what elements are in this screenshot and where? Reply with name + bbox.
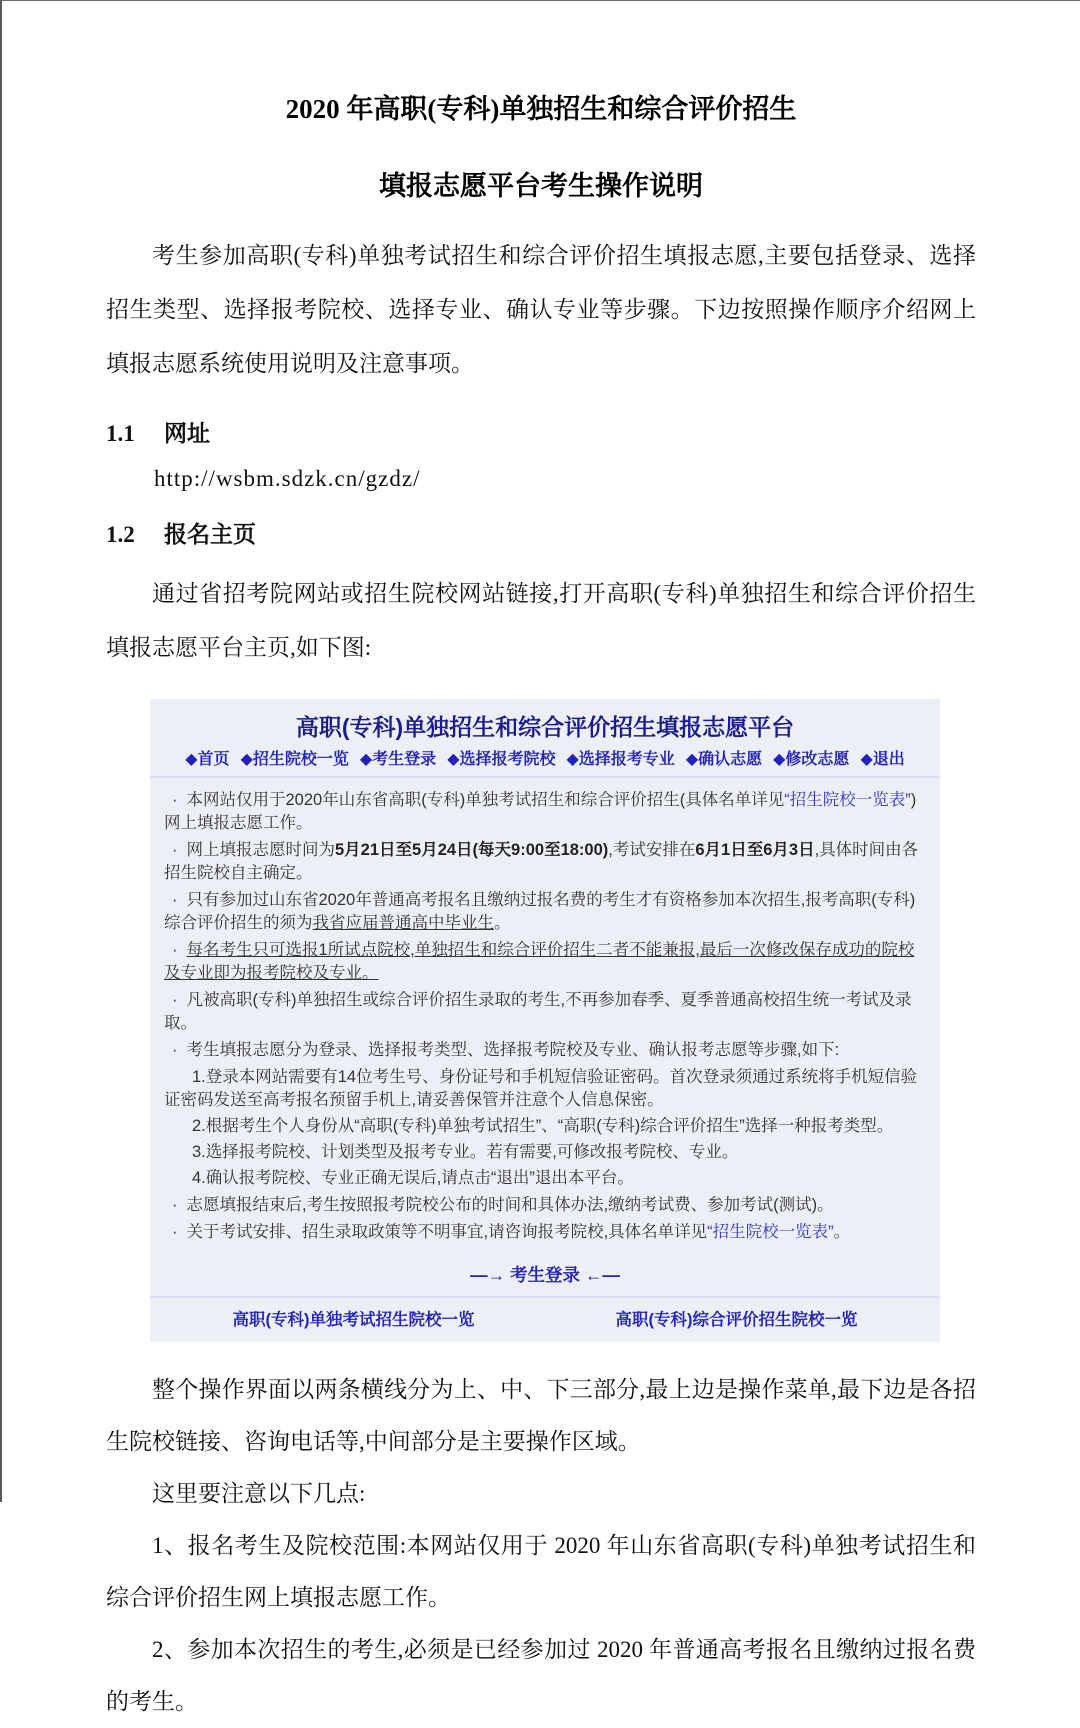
- notice-text: 我省应届普通高中毕业生: [312, 914, 494, 932]
- doc-title-line1: 2020 年高职(专科)单独招生和综合评价招生: [285, 94, 797, 124]
- notice-text: 每名考生只可选报1所试点院校,单独招生和综合评价招生二者不能兼报,最后一次修改保存成功的院校及专业即为报考院校及专业。: [164, 941, 915, 982]
- after-screenshot-paragraph-2: 这里要注意以下几点:: [152, 1481, 366, 1506]
- section-1-2-paragraph: 通过省招考院网站或招生院校网站链接,打开高职(专科)单独招生和综合评价招生填报志愿平台主页,如下图:: [106, 581, 976, 660]
- step-item: [164, 1066, 926, 1112]
- notice-bullet: [164, 1221, 926, 1244]
- section-number: 1.2: [106, 522, 135, 547]
- after-screenshot-paragraph-1: 整个操作界面以两条横线分为上、中、下三部分,最上边是操作菜单,最下边是各招生院校链接、咨询电话等,中间部分是主要操作区域。: [106, 1377, 976, 1454]
- bullet-dot: ·: [172, 1196, 178, 1214]
- note-item-1: 1、报名考生及院校范围:本网站仅用于 2020 年山东省高职(专科)单独考试招生和综合评价招生网上填报志愿工作。: [106, 1533, 976, 1610]
- notice-bullet: [164, 1039, 926, 1062]
- section-heading-1-2: [106, 516, 976, 549]
- notice-bullet: [164, 939, 926, 985]
- notice-text: 本网站仅用于2020年山东省高职(专科)单独考试招生和综合评价招生(具体名单详见: [186, 791, 785, 809]
- menu-item[interactable]: ◆修改志愿: [773, 751, 850, 768]
- notice-text: 凡被高职(专科)单独招生或综合评价招生录取的考生,不再参加春季、夏季普通高校招生统一考试及录取。: [164, 991, 912, 1032]
- menu-item[interactable]: ◆考生登录: [359, 751, 437, 768]
- notice-text: 4.确认报考院校、专业正确无误后,请点击“退出”退出本平台。: [192, 1169, 634, 1187]
- notice-bullet: [164, 1194, 926, 1217]
- notice-text: 考生填报志愿分为登录、选择报考类型、选择报考院校及专业、确认报考志愿等步骤,如下:: [186, 1041, 840, 1059]
- notice-bullet: [164, 889, 926, 935]
- notice-bullet: [164, 989, 926, 1035]
- step-item: [164, 1167, 926, 1190]
- notice-bullet: [164, 839, 926, 885]
- menu-item[interactable]: ◆退出: [860, 751, 905, 768]
- notice-text: 3.选择报考院校、计划类型及报考专业。若有需要,可修改报考院校、专业。: [192, 1143, 739, 1161]
- notice-text: 。: [833, 1223, 851, 1241]
- menu-item[interactable]: ◆确认志愿: [685, 751, 763, 768]
- bullet-dot: ·: [172, 991, 178, 1009]
- notice-text: 。: [494, 914, 511, 932]
- notice-text: 志愿填报结束后,考生按照报考院校公布的时间和具体办法,缴纳考试费、参加考试(测试)。: [186, 1196, 834, 1214]
- doc-title-line2: 填报志愿平台考生操作说明: [379, 171, 703, 201]
- platform-notice-list: [162, 778, 928, 1250]
- bullet-dot: ·: [172, 941, 178, 959]
- bullet-dot: ·: [172, 891, 178, 909]
- notice-text: 关于考试安排、招生录取政策等不明事宜,请咨询报考院校,具体名单详见: [186, 1223, 708, 1241]
- notice-text: ,具体时间由各招生院校自主确定。: [164, 841, 919, 882]
- embedded-platform-screenshot: [150, 699, 940, 1342]
- notice-bullet: [164, 789, 926, 835]
- notice-text: 1.登录本网站需要有14位考生号、身份证号和手机短信验证密码。首次登录须通过系统将手机短信验证密码发送至高考报名预留手机上,请妥善保管并注意个人信息保密。: [164, 1068, 918, 1109]
- notice-text: )网上填报志愿工作。: [164, 791, 917, 832]
- document-page: [2, 1, 1080, 1728]
- notice-text: 5月21日至5月24日(每天9:00至18:00): [335, 841, 609, 859]
- menu-item[interactable]: ◆选择报考专业: [566, 751, 675, 768]
- bullet-dot: ·: [172, 841, 178, 859]
- bullet-dot: ·: [172, 1223, 178, 1241]
- menu-item[interactable]: ◆招生院校一览: [240, 751, 349, 768]
- menu-item[interactable]: ◆选择报考院校: [447, 751, 556, 768]
- bullet-dot: ·: [172, 791, 178, 809]
- platform-url: http://wsbm.sdzk.cn/gzdz/: [154, 466, 421, 491]
- bullet-dot: ·: [172, 1041, 178, 1059]
- section-heading-1-1: [106, 415, 976, 448]
- platform-nav-menu: [162, 746, 928, 769]
- candidate-login-button[interactable]: —→ 考生登录 ←—: [470, 1265, 620, 1285]
- notice-text: 2.根据考生个人身份从“高职(专科)单独考试招生”、“高职(专科)综合评价招生”选择一种报考类型。: [192, 1117, 894, 1135]
- footer-school-list-link[interactable]: 高职(专科)单独考试招生院校一览: [232, 1311, 475, 1329]
- platform-title: 高职(专科)单独招生和综合评价招生填报志愿平台: [295, 714, 795, 740]
- notice-text: 只有参加过山东省2020年普通高考报名且缴纳过报名费的考生才有资格参加本次招生,报考高职(专科)综合评价招生的须为: [164, 891, 916, 932]
- notice-text: 网上填报志愿时间为: [186, 841, 335, 859]
- platform-footer-links: [162, 1298, 928, 1342]
- notice-text: 6月1日至6月3日: [695, 841, 815, 859]
- section-label: 网址: [164, 421, 210, 446]
- note-item-2: 2、参加本次招生的考生,必须是已经参加过 2020 年普通高考报名且缴纳过报名费的考生。: [106, 1637, 976, 1714]
- section-label: 报名主页: [164, 522, 256, 547]
- footer-school-list-link[interactable]: 高职(专科)综合评价招生院校一览: [615, 1311, 858, 1329]
- section-number: 1.1: [106, 421, 135, 446]
- step-item: [164, 1115, 926, 1138]
- inline-link-school-list[interactable]: “招生院校一览表”: [707, 1223, 834, 1241]
- notice-text: ,考试安排在: [608, 841, 696, 859]
- menu-item[interactable]: ◆首页: [185, 751, 230, 768]
- intro-paragraph: 考生参加高职(专科)单独考试招生和综合评价招生填报志愿,主要包括登录、选择招生类型、选择报考院校、选择专业、确认专业等步骤。下边按照操作顺序介绍网上填报志愿系统使用说明及注意事项。: [106, 243, 976, 376]
- inline-link-school-list[interactable]: “招生院校一览表”: [784, 791, 911, 809]
- step-item: [164, 1141, 926, 1164]
